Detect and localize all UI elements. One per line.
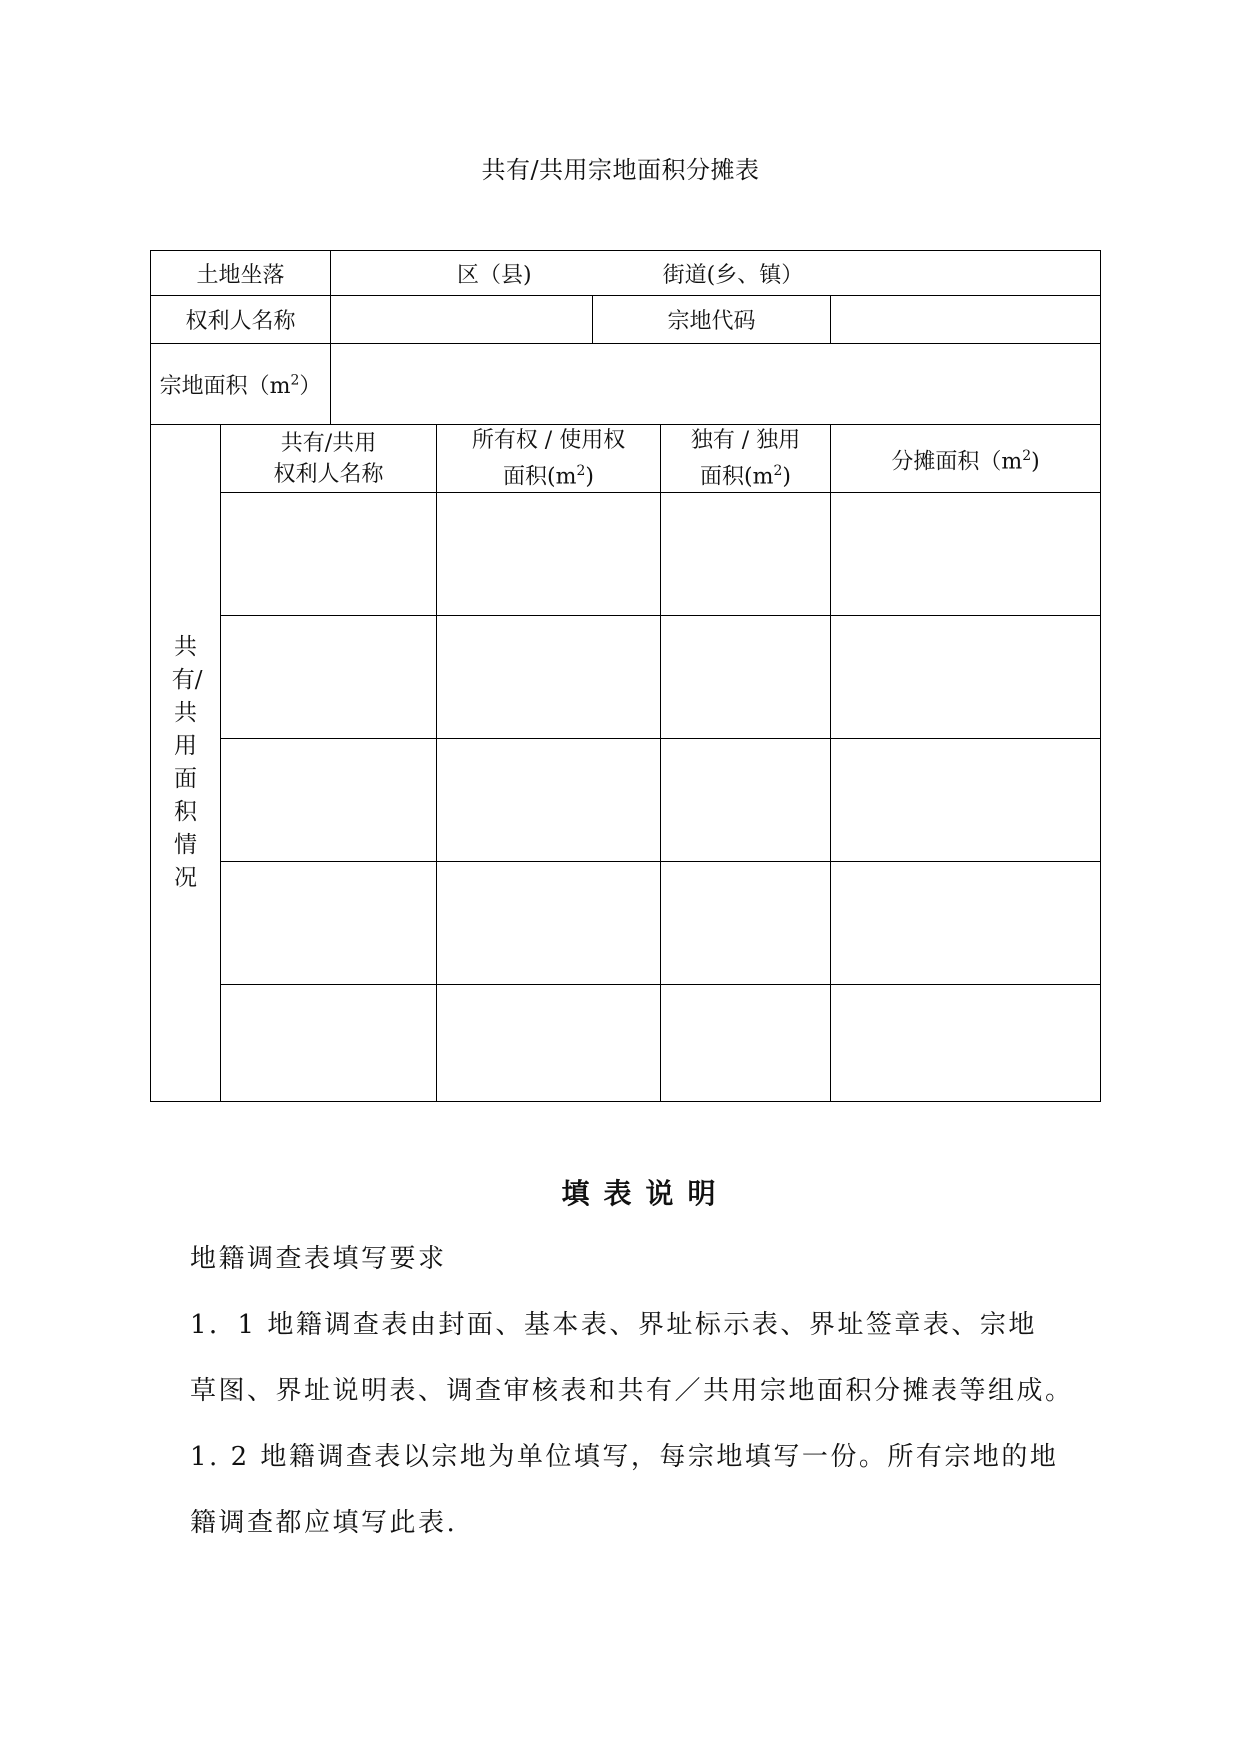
instructions-heading: 填表说明 bbox=[561, 1177, 730, 1210]
shared-area-cell[interactable] bbox=[831, 616, 1101, 739]
exclusive-area-cell[interactable] bbox=[661, 493, 831, 616]
own-area-cell[interactable] bbox=[437, 739, 661, 862]
col-exclusive-text: 面积(m bbox=[700, 464, 774, 490]
exclusive-area-cell[interactable] bbox=[661, 985, 831, 1102]
instruction-p2-line1: 1. 2 地籍调查表以宗地为单位填写，每宗地填写一份。所有宗地的地 bbox=[190, 1442, 1059, 1472]
col-own-area-line2 bbox=[437, 456, 660, 492]
col-shared-area-header bbox=[831, 425, 1101, 493]
side-label: 共有/共用面积情况 bbox=[171, 634, 203, 892]
col-owner-header bbox=[221, 425, 437, 493]
col-owner-line1: 共有/共用 bbox=[280, 430, 377, 456]
shared-header-row bbox=[151, 425, 1101, 493]
area-allocation-table bbox=[150, 250, 1101, 1102]
parcel-area-text: 宗地面积（m bbox=[159, 373, 291, 399]
owner-cell[interactable] bbox=[221, 862, 437, 985]
owner-cell[interactable] bbox=[221, 739, 437, 862]
col-shared-area-text: 分摊面积（m bbox=[891, 448, 1023, 474]
col-shared-area-sup: 2 bbox=[1022, 447, 1032, 464]
col-own-area-header bbox=[437, 425, 661, 493]
exclusive-area-cell[interactable] bbox=[661, 862, 831, 985]
table-row bbox=[151, 493, 1101, 616]
shared-area-cell[interactable] bbox=[831, 739, 1101, 862]
form-title: 共有/共用宗地面积分摊表 bbox=[481, 156, 760, 184]
col-own-area-sup: 2 bbox=[576, 463, 586, 479]
instruction-p1-line2: 草图、界址说明表、调查审核表和共有／共用宗地面积分摊表等组成。 bbox=[190, 1376, 1074, 1406]
col-exclusive-close: ) bbox=[782, 464, 791, 490]
district-label: 区（县) bbox=[457, 262, 532, 288]
exclusive-area-cell[interactable] bbox=[661, 739, 831, 862]
parcel-area-sup: 2 bbox=[290, 372, 300, 389]
owner-cell[interactable] bbox=[221, 616, 437, 739]
shared-area-cell[interactable] bbox=[831, 493, 1101, 616]
instruction-p1-line1: 1．1 地籍调查表由封面、基本表、界址标示表、界址签章表、宗地 bbox=[190, 1310, 1037, 1340]
owner-value-cell[interactable] bbox=[331, 296, 593, 344]
col-exclusive-line2 bbox=[661, 456, 830, 492]
table-row bbox=[151, 985, 1101, 1102]
col-shared-area-close: ) bbox=[1031, 448, 1040, 474]
own-area-cell[interactable] bbox=[437, 493, 661, 616]
instruction-p2-line2: 籍调查都应填写此表. bbox=[190, 1508, 458, 1538]
own-area-cell[interactable] bbox=[437, 985, 661, 1102]
owner-cell[interactable] bbox=[221, 985, 437, 1102]
owner-label: 权利人名称 bbox=[151, 296, 331, 344]
owner-cell[interactable] bbox=[221, 493, 437, 616]
parcel-code-label: 宗地代码 bbox=[593, 296, 831, 344]
table-row bbox=[151, 616, 1101, 739]
location-label: 土地坐落 bbox=[151, 251, 331, 296]
col-exclusive-sup: 2 bbox=[773, 463, 783, 479]
instructions-subheading: 地籍调查表填写要求 bbox=[190, 1244, 447, 1274]
parcel-area-value-cell[interactable] bbox=[331, 344, 1101, 425]
street-label: 街道(乡、镇） bbox=[662, 262, 804, 288]
parcel-code-value-cell[interactable] bbox=[831, 296, 1101, 344]
own-area-cell[interactable] bbox=[437, 616, 661, 739]
parcel-area-row bbox=[151, 344, 1101, 425]
table-row bbox=[151, 862, 1101, 985]
location-value-cell[interactable] bbox=[331, 251, 1101, 296]
col-own-area-line1: 所有权 / 使用权 bbox=[471, 428, 626, 453]
location-row bbox=[151, 251, 1101, 296]
shared-area-cell[interactable] bbox=[831, 862, 1101, 985]
exclusive-area-cell[interactable] bbox=[661, 616, 831, 739]
shared-area-cell[interactable] bbox=[831, 985, 1101, 1102]
parcel-area-label bbox=[151, 344, 331, 425]
table-row bbox=[151, 739, 1101, 862]
col-exclusive-line1: 独有 / 独用 bbox=[690, 428, 801, 453]
col-owner-line2: 权利人名称 bbox=[273, 461, 384, 487]
parcel-area-close: ） bbox=[299, 373, 322, 399]
col-exclusive-header bbox=[661, 425, 831, 493]
col-own-area-text: 面积(m bbox=[503, 464, 577, 490]
side-label-cell bbox=[151, 425, 221, 1102]
own-area-cell[interactable] bbox=[437, 862, 661, 985]
col-own-area-close: ) bbox=[585, 464, 594, 490]
owner-row bbox=[151, 296, 1101, 344]
